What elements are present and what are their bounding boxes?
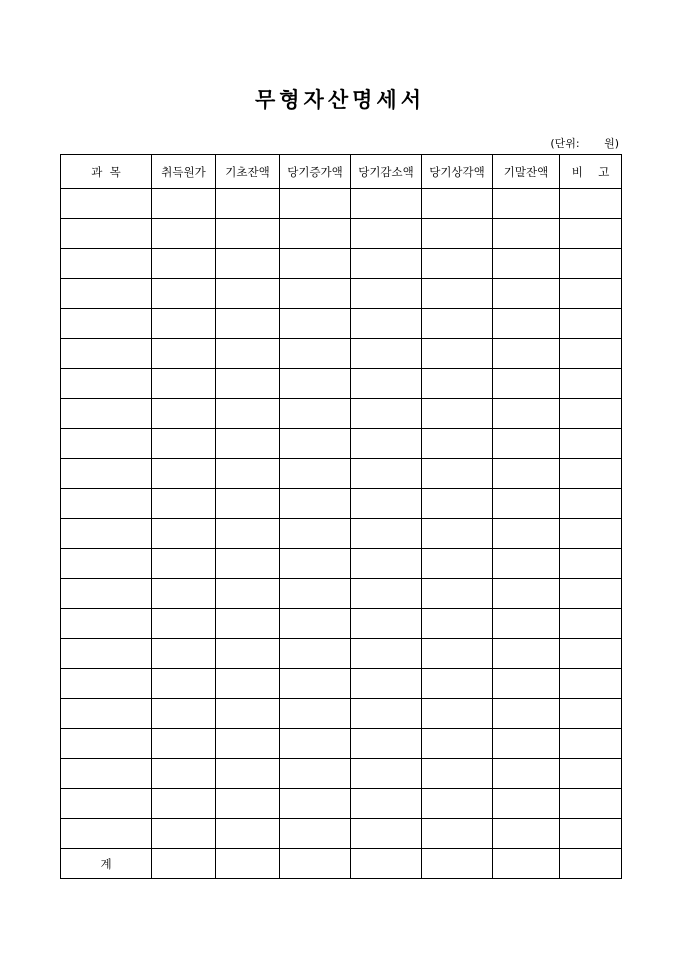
table-row <box>61 489 622 519</box>
table-cell <box>560 399 622 429</box>
header-closing-balance: 기말잔액 <box>493 155 560 189</box>
table-cell <box>493 669 560 699</box>
table-cell <box>152 249 216 279</box>
table-row <box>61 609 622 639</box>
table-cell <box>560 789 622 819</box>
table-cell <box>280 789 351 819</box>
table-cell <box>422 369 493 399</box>
table-cell <box>351 729 422 759</box>
total-cell <box>280 849 351 879</box>
table-row <box>61 669 622 699</box>
total-cell <box>422 849 493 879</box>
table-row <box>61 699 622 729</box>
table-cell <box>152 669 216 699</box>
table-cell <box>152 339 216 369</box>
table-cell <box>560 549 622 579</box>
table-cell <box>422 339 493 369</box>
table-cell <box>216 189 280 219</box>
table-cell <box>280 429 351 459</box>
table-cell <box>216 699 280 729</box>
table-cell <box>280 729 351 759</box>
table-cell <box>216 219 280 249</box>
table-cell <box>216 819 280 849</box>
table-cell <box>61 789 152 819</box>
table-cell <box>493 519 560 549</box>
header-remarks <box>560 155 622 189</box>
table-cell <box>216 399 280 429</box>
table-cell <box>152 609 216 639</box>
table-row <box>61 339 622 369</box>
table-row <box>61 219 622 249</box>
table-cell <box>280 279 351 309</box>
table-cell <box>560 219 622 249</box>
header-remarks-right: 고 <box>598 164 610 179</box>
table-cell <box>351 819 422 849</box>
table-cell <box>280 609 351 639</box>
table-row <box>61 429 622 459</box>
table-cell <box>61 519 152 549</box>
table-cell <box>152 309 216 339</box>
table-cell <box>493 489 560 519</box>
table-cell <box>216 549 280 579</box>
table-cell <box>422 429 493 459</box>
table-cell <box>351 759 422 789</box>
table-row <box>61 399 622 429</box>
table-row <box>61 519 622 549</box>
table-cell <box>422 609 493 639</box>
table-cell <box>493 219 560 249</box>
table-cell <box>152 789 216 819</box>
table-cell <box>280 399 351 429</box>
table-cell <box>216 789 280 819</box>
table-row <box>61 819 622 849</box>
table-cell <box>61 189 152 219</box>
table-cell <box>493 309 560 339</box>
table-cell <box>351 609 422 639</box>
table-cell <box>61 459 152 489</box>
table-cell <box>152 459 216 489</box>
table-cell <box>560 699 622 729</box>
table-cell <box>351 219 422 249</box>
table-cell <box>493 639 560 669</box>
table-cell <box>351 249 422 279</box>
table-cell <box>422 639 493 669</box>
table-cell <box>280 489 351 519</box>
table-cell <box>152 729 216 759</box>
table-cell <box>493 189 560 219</box>
table-cell <box>61 579 152 609</box>
table-cell <box>493 759 560 789</box>
table-cell <box>493 549 560 579</box>
table-cell <box>560 189 622 219</box>
table-cell <box>560 459 622 489</box>
table-cell <box>152 219 216 249</box>
table-cell <box>560 279 622 309</box>
table-cell <box>560 519 622 549</box>
table-cell <box>493 279 560 309</box>
table-cell <box>280 669 351 699</box>
table-cell <box>152 429 216 459</box>
table-cell <box>351 189 422 219</box>
table-cell <box>280 579 351 609</box>
total-cell <box>216 849 280 879</box>
table-cell <box>493 609 560 639</box>
table-cell <box>280 219 351 249</box>
table-cell <box>422 399 493 429</box>
table-cell <box>61 609 152 639</box>
table-cell <box>493 789 560 819</box>
table-row <box>61 309 622 339</box>
table-cell <box>422 279 493 309</box>
table-row <box>61 249 622 279</box>
table-cell <box>422 459 493 489</box>
table-cell <box>216 309 280 339</box>
table-cell <box>61 819 152 849</box>
table-cell <box>280 189 351 219</box>
table-cell <box>280 369 351 399</box>
table-cell <box>351 669 422 699</box>
table-cell <box>280 549 351 579</box>
table-cell <box>493 699 560 729</box>
table-cell <box>216 669 280 699</box>
table-cell <box>216 489 280 519</box>
table-cell <box>351 789 422 819</box>
table-cell <box>216 459 280 489</box>
table-cell <box>152 699 216 729</box>
header-account: 과 목 <box>61 155 152 189</box>
table-cell <box>152 189 216 219</box>
table-cell <box>351 339 422 369</box>
table-cell <box>216 249 280 279</box>
table-cell <box>422 219 493 249</box>
header-amortization: 당기상각액 <box>422 155 493 189</box>
table-cell <box>152 819 216 849</box>
table-cell <box>560 819 622 849</box>
table-cell <box>493 369 560 399</box>
total-label: 계 <box>61 849 152 879</box>
table-cell <box>61 429 152 459</box>
table-cell <box>351 549 422 579</box>
table-cell <box>152 549 216 579</box>
table-cell <box>422 309 493 339</box>
table-cell <box>560 429 622 459</box>
table-cell <box>61 729 152 759</box>
table-cell <box>560 339 622 369</box>
table-cell <box>280 519 351 549</box>
table-row <box>61 789 622 819</box>
table-cell <box>560 639 622 669</box>
header-row <box>61 155 622 189</box>
table-body <box>61 189 622 849</box>
table-cell <box>351 369 422 399</box>
table-cell <box>216 369 280 399</box>
table-cell <box>422 759 493 789</box>
total-cell <box>351 849 422 879</box>
table-cell <box>493 399 560 429</box>
table-cell <box>216 339 280 369</box>
table-cell <box>422 189 493 219</box>
table-cell <box>280 459 351 489</box>
table-cell <box>493 429 560 459</box>
table-cell <box>351 459 422 489</box>
table-cell <box>61 249 152 279</box>
table-cell <box>493 579 560 609</box>
table-row <box>61 639 622 669</box>
table-cell <box>351 399 422 429</box>
table-cell <box>152 579 216 609</box>
table-cell <box>422 699 493 729</box>
table-cell <box>560 369 622 399</box>
total-cell <box>493 849 560 879</box>
table-cell <box>351 639 422 669</box>
table-cell <box>152 489 216 519</box>
table-cell <box>61 489 152 519</box>
unit-suffix: 원) <box>604 137 619 150</box>
header-decrease: 당기감소액 <box>351 155 422 189</box>
table-cell <box>216 729 280 759</box>
table-cell <box>216 609 280 639</box>
table-cell <box>216 579 280 609</box>
table-cell <box>560 729 622 759</box>
table-cell <box>280 339 351 369</box>
table-cell <box>216 639 280 669</box>
table-cell <box>422 249 493 279</box>
table-cell <box>216 519 280 549</box>
header-remarks-left: 비 <box>571 164 583 179</box>
unit-prefix: (단위: <box>550 137 580 150</box>
table-cell <box>560 249 622 279</box>
table-cell <box>422 669 493 699</box>
table-cell <box>351 699 422 729</box>
table-cell <box>493 339 560 369</box>
table-cell <box>422 729 493 759</box>
table-row <box>61 549 622 579</box>
table-row <box>61 579 622 609</box>
table-cell <box>61 399 152 429</box>
table-cell <box>216 429 280 459</box>
table-cell <box>61 369 152 399</box>
table-row <box>61 369 622 399</box>
table-cell <box>61 219 152 249</box>
table-cell <box>280 309 351 339</box>
table-cell <box>152 279 216 309</box>
table-row <box>61 729 622 759</box>
table-cell <box>422 819 493 849</box>
table-cell <box>280 249 351 279</box>
header-acquisition-cost: 취득원가 <box>152 155 216 189</box>
table-cell <box>61 639 152 669</box>
table-cell <box>422 789 493 819</box>
table-cell <box>152 369 216 399</box>
table-cell <box>280 699 351 729</box>
table-cell <box>61 309 152 339</box>
header-increase: 당기증가액 <box>280 155 351 189</box>
table-cell <box>152 399 216 429</box>
table-cell <box>152 519 216 549</box>
table-cell <box>61 699 152 729</box>
table-cell <box>152 639 216 669</box>
document-title: 무형자산명세서 <box>254 87 425 112</box>
table-row <box>61 759 622 789</box>
table-row <box>61 459 622 489</box>
table-cell <box>560 609 622 639</box>
table-cell <box>61 549 152 579</box>
table-cell <box>351 279 422 309</box>
total-cell <box>152 849 216 879</box>
table-cell <box>351 519 422 549</box>
table-cell <box>560 669 622 699</box>
table-cell <box>422 549 493 579</box>
intangible-assets-table <box>60 154 622 879</box>
total-row <box>61 849 622 879</box>
total-cell <box>560 849 622 879</box>
table-row <box>61 279 622 309</box>
table-cell <box>422 489 493 519</box>
table-cell <box>61 759 152 789</box>
table-cell <box>280 759 351 789</box>
unit-label <box>550 135 619 151</box>
table-cell <box>560 759 622 789</box>
table-cell <box>493 459 560 489</box>
header-opening-balance: 기초잔액 <box>216 155 280 189</box>
table-row <box>61 189 622 219</box>
table-cell <box>216 279 280 309</box>
table-cell <box>351 309 422 339</box>
table-cell <box>216 759 280 789</box>
table-cell <box>493 819 560 849</box>
table-cell <box>280 819 351 849</box>
table-cell <box>152 759 216 789</box>
table-cell <box>422 519 493 549</box>
table-cell <box>351 579 422 609</box>
table-cell <box>351 489 422 519</box>
table-cell <box>280 639 351 669</box>
table-cell <box>61 339 152 369</box>
table-cell <box>560 309 622 339</box>
table-cell <box>61 279 152 309</box>
table-cell <box>351 429 422 459</box>
table-cell <box>422 579 493 609</box>
table-cell <box>560 489 622 519</box>
table-cell <box>493 729 560 759</box>
table-cell <box>560 579 622 609</box>
table-cell <box>61 669 152 699</box>
table-cell <box>493 249 560 279</box>
